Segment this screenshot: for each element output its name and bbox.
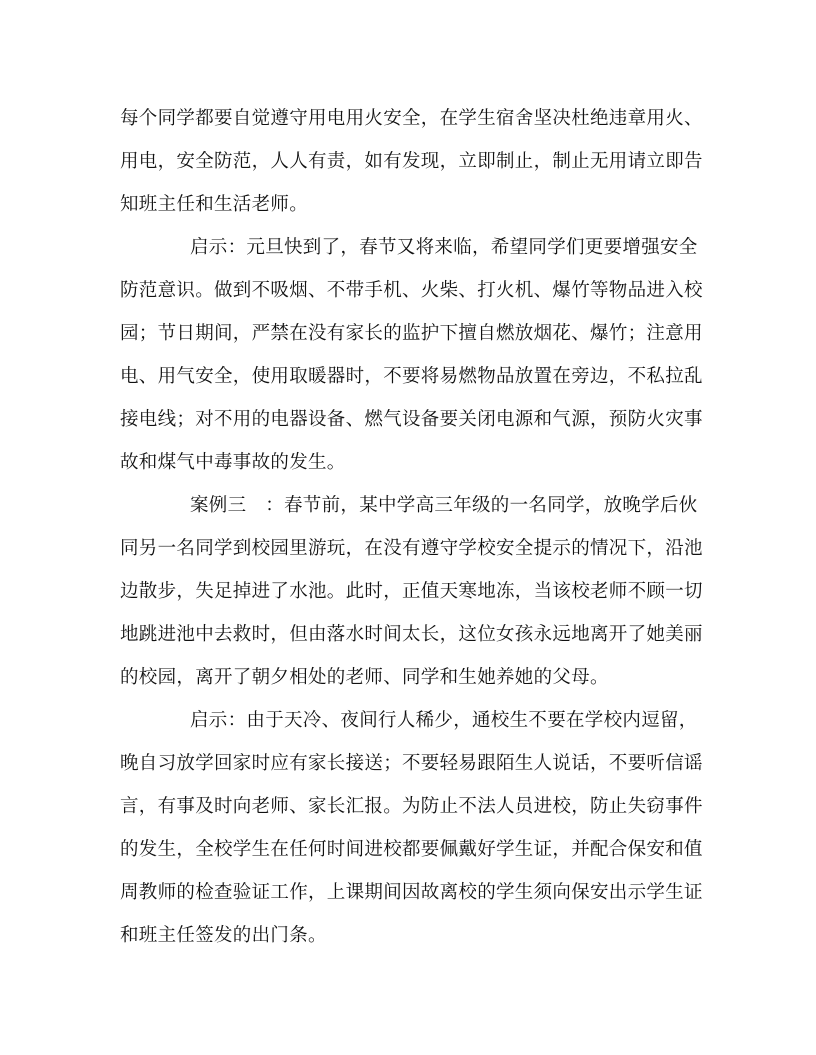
text-line: 周教师的检查验证工作，上课期间因故离校的学生须向保安出示学生证 <box>120 882 703 903</box>
text-line: 言，有事及时向老师、家长汇报。为防止不法人员进校，防止失窃事件 <box>120 796 703 817</box>
paragraph-start-line: 案例三 ：春节前，某中学高三年级的一名同学，放晚学后伙 <box>190 495 698 516</box>
text-line: 故和煤气中毒事故的发生。 <box>120 452 346 473</box>
text-line: 和班主任签发的出门条。 <box>120 925 327 946</box>
text-line: 接电线；对不用的电器设备、燃气设备要关闭电源和气源，预防火灾事 <box>120 409 703 430</box>
paragraph-start-line: 启示：由于天冷、夜间行人稀少，通校生不要在学校内逗留， <box>190 710 698 731</box>
text-line: 晚自习放学回家时应有家长接送；不要轻易跟陌生人说话，不要听信谣 <box>120 753 703 774</box>
text-line: 同另一名同学到校园里游玩，在没有遵守学校安全提示的情况下，沿池 <box>120 538 703 559</box>
text-line: 电、用气安全，使用取暖器时，不要将易燃物品放置在旁边，不私拉乱 <box>120 366 703 387</box>
text-line: 地跳进池中去救时，但由落水时间太长，这位女孩永远地离开了她美丽 <box>120 624 703 645</box>
text-line: 防范意识。做到不吸烟、不带手机、火柴、打火机、爆竹等物品进入校 <box>120 280 703 301</box>
text-line: 用电，安全防范，人人有责，如有发现，立即制止，制止无用请立即告 <box>120 151 703 172</box>
text-line: 知班主任和生活老师。 <box>120 194 309 215</box>
text-line: 每个同学都要自觉遵守用电用火安全，在学生宿舍坚决杜绝违章用火、 <box>120 108 703 129</box>
text-line: 园；节日期间，严禁在没有家长的监护下擅自燃放烟花、爆竹；注意用 <box>120 323 703 344</box>
text-line: 的发生，全校学生在任何时间进校都要佩戴好学生证，并配合保安和值 <box>120 839 703 860</box>
text-line: 边散步，失足掉进了水池。此时，正值天寒地冻，当该校老师不顾一切 <box>120 581 703 602</box>
paragraph-start-line: 启示：元旦快到了，春节又将来临，希望同学们更要增强安全 <box>190 237 698 258</box>
text-line: 的校园，离开了朝夕相处的老师、同学和生她养她的父母。 <box>120 667 609 688</box>
